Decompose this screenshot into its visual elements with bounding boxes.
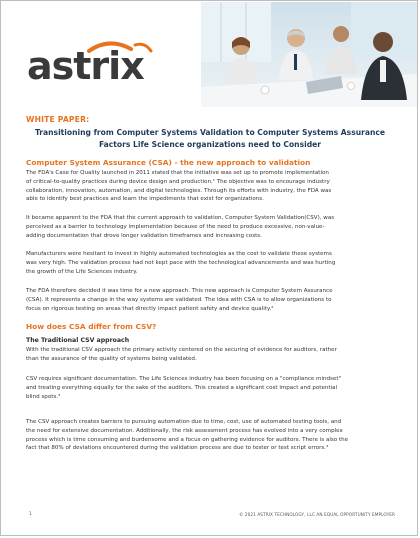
text-line: blind spots.³ xyxy=(26,393,61,400)
astrix-logo xyxy=(27,39,187,89)
text-line: The CSV approach creates barriers to pursuing automation due to time, cost, use of automated testing tools, and xyxy=(26,419,342,425)
text-line: Manufacturers were hesitant to invest in highly automated technologies as the cost to validate these systems xyxy=(26,251,332,257)
white-paper-label: WHITE PAPER: xyxy=(26,115,90,124)
text-line: perceived as a barrier to technology implementation because of the need to produce excessive, non-value- xyxy=(26,223,325,230)
document-title xyxy=(25,127,395,150)
copyright-notice: © 2021 ASTRIX TECHNOLOGY, LLC AN EQUAL OPPORTUNITY EMPLOYER xyxy=(239,512,395,517)
header-photo xyxy=(201,2,418,107)
page-number: 1 xyxy=(29,512,32,517)
text-line: (CSA). It represents a change in the way systems are validated. The idea with CSA is to allow organizations to xyxy=(26,296,332,303)
text-line: able to identify best practices and learn the impediments that exist for organizations. xyxy=(26,196,264,203)
text-line: collaboration, innovation, automation, and digital technologies. Through its efforts with industry, the FDA was xyxy=(26,187,332,194)
text-line: process which is time consuming and burdensome and a focus on gathering evidence for auditors. There is also the xyxy=(26,436,349,443)
section-heading-csa-vs-csv: How does CSA differ from CSV? xyxy=(26,322,157,331)
text-line: than the assurance of the quality of systems being validated. xyxy=(26,355,197,362)
text-line: and treating everything equally for the sake of the auditors. This created a significant cost impact and potential xyxy=(26,384,338,391)
text-line: was very high. The validation process had not kept pace with the technological advancements and was hurting xyxy=(26,259,336,266)
paragraph xyxy=(26,418,398,453)
paragraph xyxy=(26,375,398,401)
text-line: The FDA's Case for Quality launched in 2011 stated that the initiative was set up to promote implementation xyxy=(26,170,329,176)
text-line: The FDA therefore decided it was time for a new approach. This new approach is Computer System Assurance xyxy=(26,288,333,294)
paragraph xyxy=(26,346,398,364)
astrix-logo-mark xyxy=(27,39,187,89)
section-heading-csa: Computer System Assurance (CSA) - the new approach to validation xyxy=(26,158,311,167)
text-line: fact that 80% of deviations encountered during the validation process are due to tester or test script errors.⁴ xyxy=(26,445,329,452)
subheading-traditional-csv: The Traditional CSV approach xyxy=(26,337,130,344)
text-line: It became apparent to the FDA that the current approach to validation, Computer System Validation(CSV), was xyxy=(26,215,335,221)
text-line: With the traditional CSV approach the primary activity centered on the securing of evidence for auditors, rather xyxy=(26,347,337,353)
text-line: adding documentation that drove longer validation timeframes and increasing costs. xyxy=(26,232,262,239)
text-line: the growth of the Life Sciences industry. xyxy=(26,268,138,275)
title-line-1: Transitioning from Computer Systems Validation to Computer Systems Assurance xyxy=(34,128,386,137)
title-line-2: Factors Life Science organizations need to Consider xyxy=(98,139,322,149)
paragraph xyxy=(26,250,398,276)
text-line: CSV requires significant documentation. The Life Sciences industry has been focusing on a "compliance mindset" xyxy=(26,376,342,382)
logo-wordmark: astrix xyxy=(27,44,144,88)
text-line: of critical-to-quality practices during device design and production.¹ The objective was to encourage industry xyxy=(26,178,330,185)
text-line: focus on rigorous testing on areas that directly impact patient safety and device quality.² xyxy=(26,305,274,312)
paragraph xyxy=(26,169,398,204)
paragraph xyxy=(26,214,398,240)
text-line: the need for extensive documentation. Additionally, the risk assessment process has evolved into a very complex xyxy=(26,427,343,434)
paragraph xyxy=(26,287,398,313)
